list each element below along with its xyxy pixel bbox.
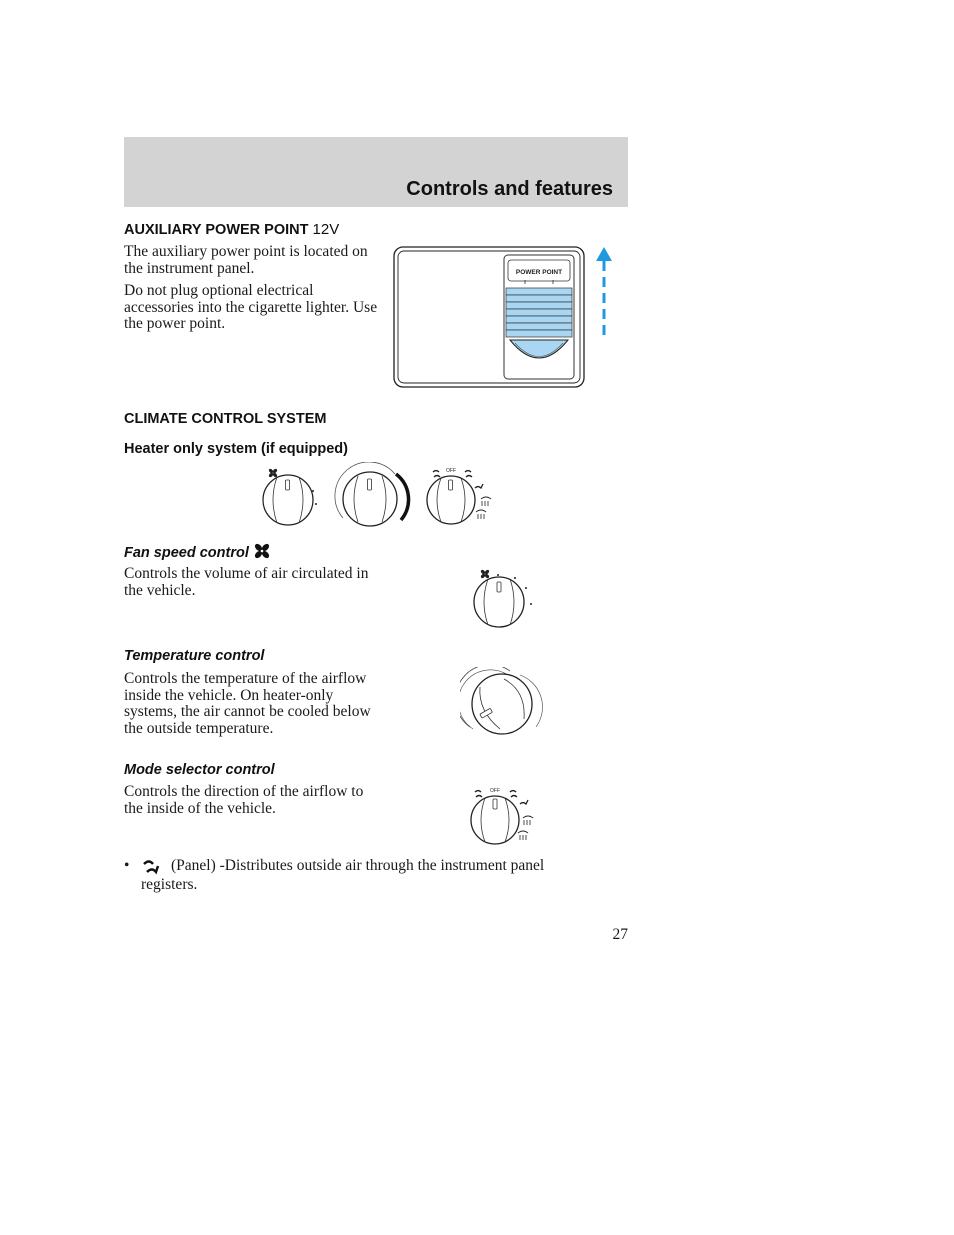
heater-only-subheading: Heater only system (if equipped)	[124, 441, 348, 457]
fan-icon	[253, 543, 271, 559]
mode-heading: Mode selector control	[124, 762, 275, 778]
fan-speed-heading	[124, 543, 271, 561]
power-point-paragraph-2: Do not plug optional electrical accessories into the cigarette lighter. Use the power point.	[124, 282, 378, 332]
mode-off-label: OFF	[446, 468, 456, 474]
bullet-panel-text-line1: (Panel) -Distributes outside air through the instrument panel	[171, 857, 545, 874]
mode-knob	[427, 468, 491, 524]
power-point-heading	[124, 221, 339, 238]
page-number: 27	[612, 926, 628, 943]
temperature-heading: Temperature control	[124, 648, 265, 664]
power-point-slots	[506, 288, 572, 337]
page-title: Controls and features	[406, 178, 613, 200]
fan-icon	[480, 569, 490, 579]
power-point-text	[124, 244, 384, 339]
fan-icon	[268, 468, 278, 478]
mode-knob-figure	[465, 785, 540, 847]
mode-text: Controls the direction of the airflow to the inside of the vehicle.	[124, 783, 364, 817]
defrost-icon	[518, 831, 528, 840]
floor-vent-icon	[520, 800, 528, 804]
fan-speed-text: Controls the volume of air circulated in the vehicle.	[124, 565, 369, 599]
mode-off-label: OFF	[490, 788, 500, 794]
panel-vent-icon	[433, 471, 440, 478]
heater-controls-figure	[255, 462, 505, 534]
panel-vent-icon	[142, 857, 162, 875]
climate-heading: CLIMATE CONTROL SYSTEM	[124, 411, 327, 427]
mix-vent-icon	[481, 497, 491, 506]
bullet-dot: •	[124, 857, 130, 874]
mix-vent-icon	[523, 816, 533, 825]
temperature-text: Controls the temperature of the airflow inside the vehicle. On heater-only systems, the air cannot be cooled below the outside temperature.	[124, 670, 371, 737]
temperature-knob	[335, 462, 409, 526]
fan-knob-figure	[465, 566, 540, 632]
up-arrow-icon	[596, 247, 612, 336]
power-point-voltage: 12V	[312, 221, 340, 238]
panel-vent-icon	[475, 791, 482, 798]
fan-speed-heading-text: Fan speed control	[124, 545, 249, 561]
bi-level-vent-icon	[465, 471, 472, 478]
bi-level-vent-icon	[510, 791, 517, 798]
power-point-label: POWER POINT	[515, 269, 563, 276]
floor-vent-icon	[475, 484, 483, 488]
fan-knob	[263, 468, 317, 525]
power-point-paragraph-1: The auxiliary power point is located on the instrument panel.	[124, 243, 368, 277]
power-point-figure	[392, 244, 622, 392]
header-band	[124, 137, 628, 207]
bullet-panel-text-line2: registers.	[141, 876, 198, 893]
defrost-icon	[476, 510, 486, 519]
temperature-knob-figure	[460, 667, 544, 739]
power-point-heading-text: AUXILIARY POWER POINT	[124, 222, 309, 238]
